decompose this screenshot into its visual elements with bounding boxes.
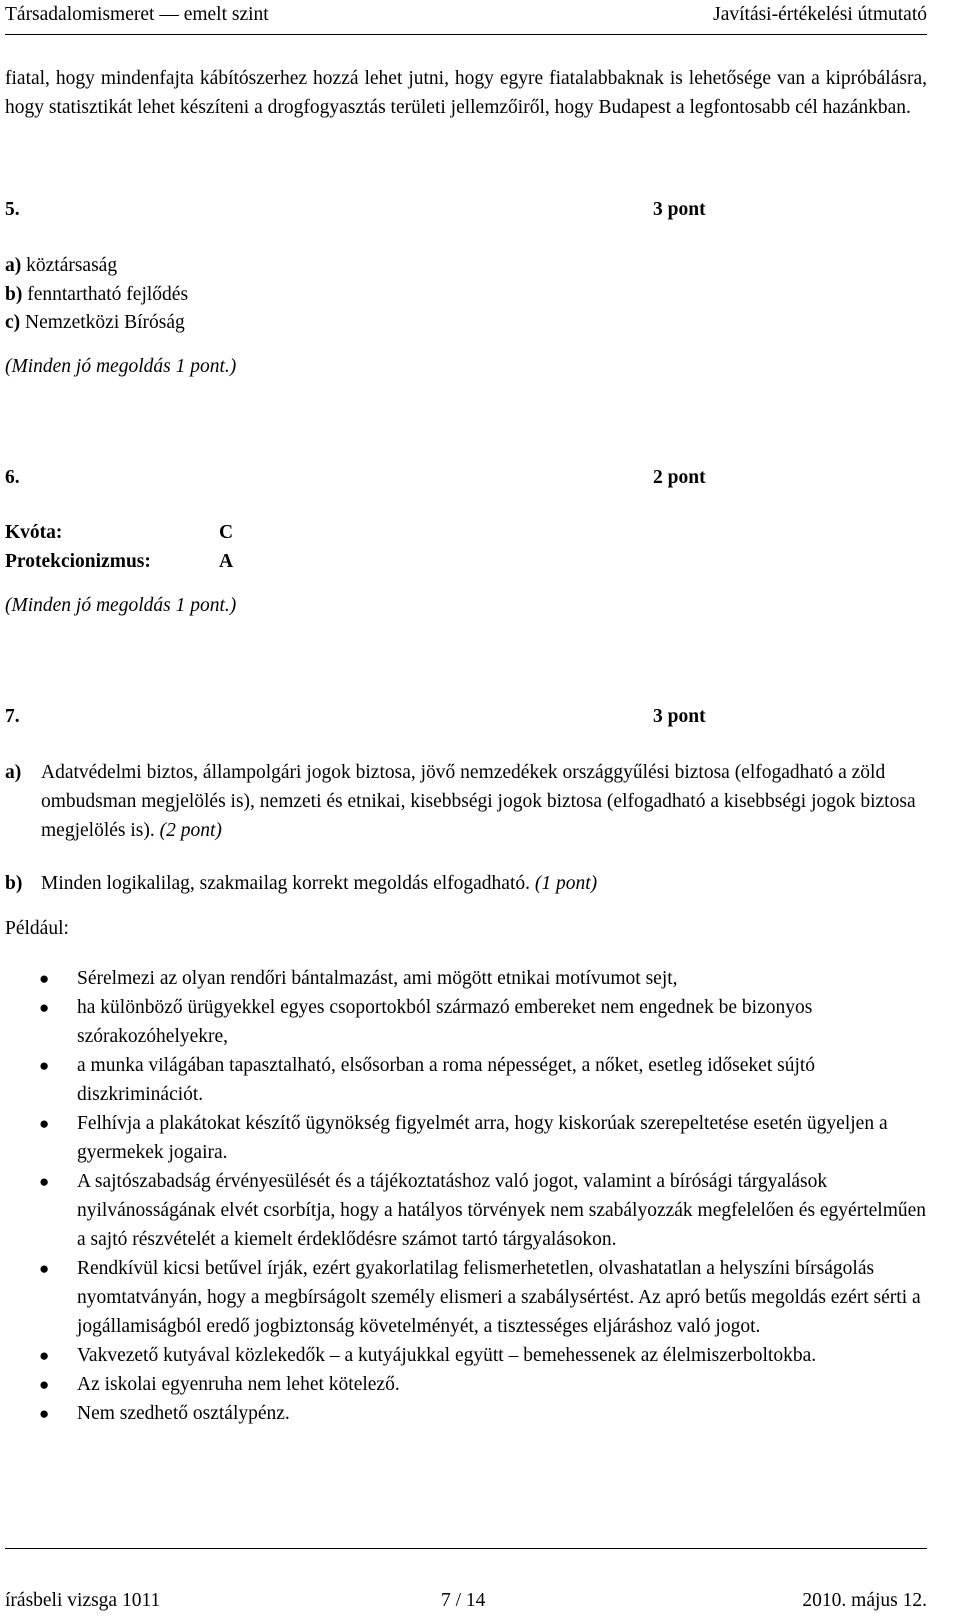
header-right: Javítási-értékelési útmutató [713, 4, 927, 25]
bullet-icon: ● [39, 1114, 50, 1133]
q7-part-b-text: Minden logikalilag, szakmailag korrekt megoldás elfogadható. [41, 873, 530, 894]
list-item: ● Rendkívül kicsi betűvel írják, ezért gyakorlatilag felismerhetetlen, olvashatatlan a helyszíni bírságolás nyomtatványán, hogy a megbírságolt személy elismeri a szabálysértést. Az apró betűs megoldás ezért sérti a jogállamiságból eredő jogbiztonság követelményét, a tisztességes eljáráshoz való jogot. [5, 1254, 927, 1341]
list-item: ● Vakvezető kutyával közlekedők – a kutyájukkal együtt – bemehessenek az élelmiszerboltokba. [5, 1341, 927, 1370]
footer-left: írásbeli vizsga 1011 [5, 1590, 161, 1611]
q7-points: 3 pont [653, 706, 706, 727]
q5-item-b-label: b) [5, 284, 23, 305]
q6-row-value-protekcionizmus: A [219, 551, 234, 572]
q6-points: 2 pont [653, 467, 706, 488]
q5-item-b [5, 280, 188, 309]
bullet-icon: ● [39, 998, 50, 1017]
q6-note: (Minden jó megoldás 1 pont.) [5, 595, 237, 616]
q5-note: (Minden jó megoldás 1 pont.) [5, 356, 237, 377]
q7-part-b [5, 869, 927, 898]
footer-divider [5, 1548, 927, 1549]
q5-number: 5. [5, 199, 20, 220]
q6-row-value-kvota: C [219, 522, 234, 543]
q7-number: 7. [5, 706, 20, 727]
list-item: ● A sajtószabadság érvényesülését és a tájékoztatáshoz való jogot, valamint a bírósági tárgyalások nyilvánosságának elvét csorbítja, hogy a hatályos törvények nem szabályozzák megfelelően és egyértelműen a sajtó részvételét a kiemelt érdeklődésre számot tartó tárgyalásokon. [5, 1167, 927, 1254]
q5-item-c-label: c) [5, 312, 21, 333]
q7-example-label: Például: [5, 918, 69, 939]
bullet-icon: ● [39, 1172, 50, 1191]
q7-part-a [5, 758, 927, 845]
bullet-icon: ● [39, 969, 50, 988]
footer-right: 2010. május 12. [802, 1590, 927, 1611]
q5-item-a-label: a) [5, 255, 22, 276]
q7-part-b-label: b) [5, 873, 23, 894]
q6-row-label-protekcionizmus: Protekcionizmus: [5, 551, 151, 572]
q7-part-a-label: a) [5, 762, 22, 783]
q5-item-b-text: fenntartható fejlődés [27, 284, 189, 305]
bullet-icon: ● [39, 1259, 50, 1278]
q5-points: 3 pont [653, 199, 706, 220]
footer-page-number: 7 / 14 [441, 1590, 486, 1611]
q7-example-list [5, 964, 927, 1428]
list-item: ● Sérelmezi az olyan rendőri bántalmazást, ami mögött etnikai motívumot sejt, [5, 964, 927, 993]
header-left: Társadalomismeret — emelt szint [5, 4, 269, 25]
q6-number: 6. [5, 467, 20, 488]
q5-item-a-text: köztársaság [26, 255, 118, 276]
q5-item-c [5, 308, 185, 337]
list-item: ● Nem szedhető osztálypénz. [5, 1399, 927, 1428]
q6-row-label-kvota: Kvóta: [5, 522, 63, 543]
bullet-icon: ● [39, 1056, 50, 1075]
bullet-icon: ● [39, 1346, 50, 1365]
list-item: ● Felhívja a plakátokat készítő ügynökség figyelmét arra, hogy kiskorúak szerepeltetése esetén ügyeljen a gyermekek jogaira. [5, 1109, 927, 1167]
list-item: ● ha különböző ürügyekkel egyes csoportokból származó embereket nem engednek be bizonyos szórakozóhelyekre, [5, 993, 927, 1051]
list-item: ● a munka világában tapasztalható, elsősorban a roma népességet, a nőket, esetleg időseket sújtó diszkriminációt. [5, 1051, 927, 1109]
q5-item-a [5, 251, 117, 280]
header-divider [5, 34, 927, 35]
q7-part-b-points: (1 pont) [534, 873, 598, 894]
q7-part-a-points: (2 pont) [159, 820, 222, 841]
q7-part-a-text: Adatvédelmi biztos, állampolgári jogok biztosa, jövő nemzedékek országgyűlési biztosa (elfogadható a zöld ombudsman megjelölés is), nemzeti és etnikai, kisebbségi jogok biztosa (elfogadható a kisebbségi jogok biztosa megjelölés is). [41, 762, 916, 841]
bullet-icon: ● [39, 1375, 50, 1394]
q5-item-c-text: Nemzetközi Bíróság [25, 312, 185, 333]
list-item: ● Az iskolai egyenruha nem lehet kötelező. [5, 1370, 927, 1399]
bullet-icon: ● [39, 1404, 50, 1423]
intro-paragraph: fiatal, hogy mindenfajta kábítószerhez hozzá lehet jutni, hogy egyre fiatalabbaknak is lehetősége van a kipróbálásra, hogy statisztikát lehet készíteni a drogfogyasztás területi jellemzőiről, hogy Budapest a legfontosabb cél hazánkban. [5, 68, 927, 118]
